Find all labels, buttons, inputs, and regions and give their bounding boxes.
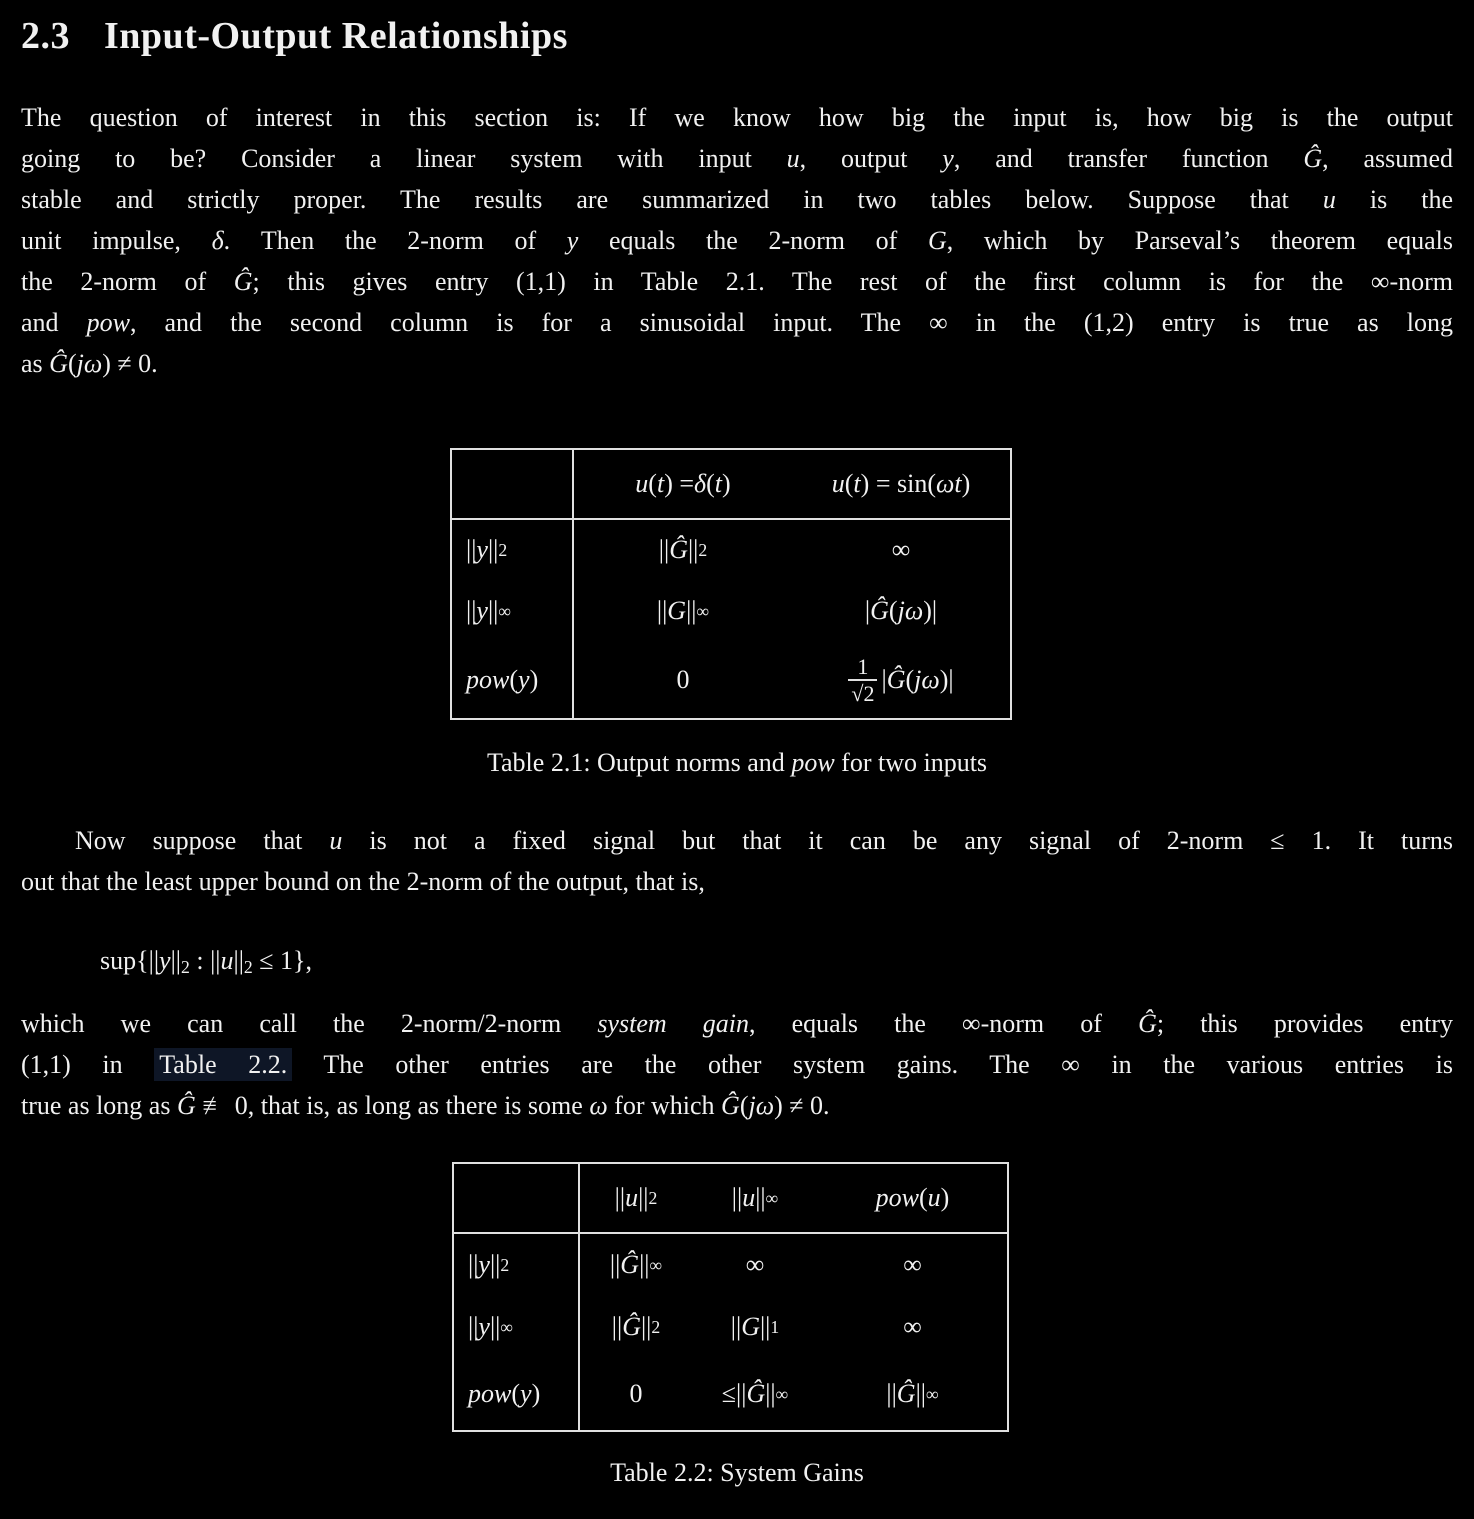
paragraph-line: (1,1) in Table 2.2. The other entries are the other system gains. The ∞ in the various entries is <box>21 1050 1453 1079</box>
paragraph-line: which we can call the 2-norm/2-norm system gain, equals the ∞-norm of Ĝ; this provides entry <box>21 1009 1453 1038</box>
paragraph-line: the 2-norm of Ĝ; this gives entry (1,1) in Table 2.1. The rest of the first column is for the ∞-norm <box>21 267 1453 296</box>
paragraph-1 <box>21 97 1453 384</box>
table-cell: 0 <box>676 665 690 694</box>
display-equation: $sup\{||y||_2$ : $||u||_2 \le 1$}, <box>100 946 313 977</box>
section-number: 2.3 <box>21 15 70 57</box>
table-cell: || Ĝ || 2 <box>611 1312 661 1341</box>
table-2-2-caption: Table 2.2: System Gains <box>610 1458 864 1487</box>
table-cell: || Ĝ || 2 <box>658 535 708 564</box>
paragraph-line: The question of interest in this section is: If we know how big the input is, how big is the output <box>21 103 1453 132</box>
table-cell: | Ĝ ( jω )| <box>864 596 938 625</box>
table-cell: ∞ <box>891 535 911 564</box>
paragraph-line: as Ĝ(jω) ≠ 0. <box>21 349 158 378</box>
table-cell: ∞ <box>745 1250 765 1279</box>
table-cell: || G || 1 <box>730 1312 780 1341</box>
table-row-label: || y || ∞ <box>454 1296 580 1358</box>
paragraph-line: out that the least upper bound on the 2-norm of the output, that is, <box>21 867 705 896</box>
table-row-label: || y || 2 <box>454 1234 580 1296</box>
table-header-cell: pow ( u ) <box>818 1164 1007 1234</box>
table-cell: ≤ || Ĝ || ∞ <box>721 1379 789 1408</box>
table-row-label: || y || 2 <box>452 520 574 580</box>
table-header-cell: || u || 2 <box>580 1164 692 1234</box>
table-2-1 <box>450 448 1012 720</box>
table-cell: 0 <box>629 1379 643 1408</box>
table-header-cell: || u || ∞ <box>692 1164 818 1234</box>
table-corner-cell <box>454 1164 580 1234</box>
paragraph-line: and pow, and the second column is for a sinusoidal input. The ∞ in the (1,2) entry is true as long <box>21 308 1453 337</box>
table-cell: ∞ <box>903 1250 922 1279</box>
section-heading <box>21 14 568 58</box>
table-cell: || Ĝ || ∞ <box>886 1379 939 1408</box>
table-header-cell: u ( t ) = δ ( t ) <box>574 450 792 520</box>
paragraph-line: Now suppose that u is not a fixed signal but that it can be any signal of 2-norm ≤ 1. It turns <box>75 826 1453 855</box>
table-row-label: pow ( y ) <box>454 1358 580 1430</box>
table-header-cell: u ( t ) = sin( ωt ) <box>792 450 1010 520</box>
table-cell: $\frac{1}{√2}$ | Ĝ ( jω )| <box>792 642 1010 718</box>
paragraph-line: stable and strictly proper. The results are summarized in two tables below. Suppose that u is the <box>21 185 1453 214</box>
paragraph-line: unit impulse, δ. Then the 2-norm of y equals the 2-norm of G, which by Parseval’s theorem equals <box>21 226 1454 255</box>
table-2-2 <box>452 1162 1009 1432</box>
table-cell: || Ĝ || ∞ <box>609 1250 663 1279</box>
table-cell: || G || ∞ <box>656 596 710 625</box>
paragraph-line: going to be? Consider a linear system with input u, output y, and transfer function Ĝ, assumed <box>21 144 1453 173</box>
paragraph-3 <box>21 1003 1453 1126</box>
table-cell: ∞ <box>903 1312 922 1341</box>
paragraph-line: true as long as Ĝ ≢ 0, that is, as long as there is some ω for which Ĝ(jω) ≠ 0. <box>21 1091 830 1120</box>
section-title: Input-Output Relationships <box>104 15 568 57</box>
fraction: $\frac{1}{√2}$ <box>848 654 877 707</box>
table-2-1-caption: Table 2.1: Output norms and pow for two inputs <box>486 748 988 777</box>
table-row-label: || y || ∞ <box>452 580 574 642</box>
paragraph-2 <box>21 820 1453 902</box>
table-row-label: pow ( y ) <box>452 642 574 718</box>
table-2-2-link[interactable]: Table 2.2. <box>154 1048 292 1081</box>
table-corner-cell <box>452 450 574 520</box>
